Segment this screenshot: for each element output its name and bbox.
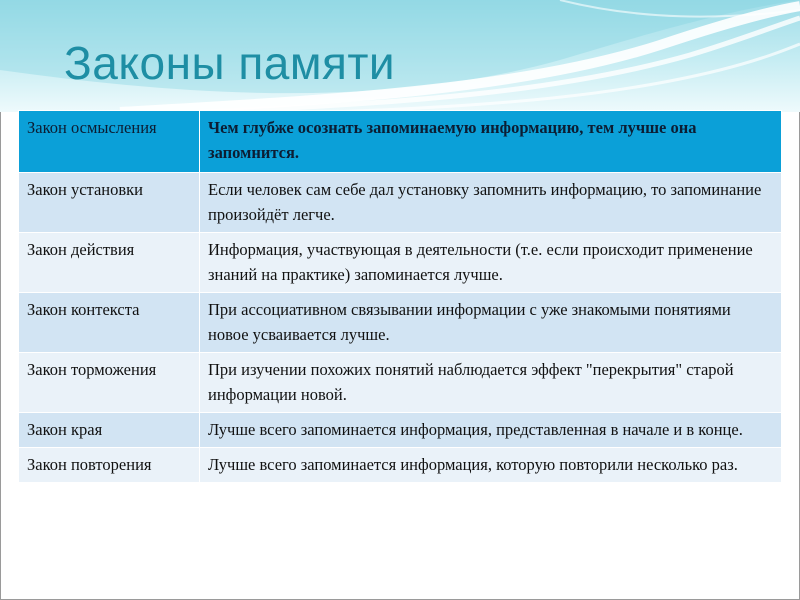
table-row — [19, 448, 782, 483]
law-description-cell: Лучше всего запоминается информация, представленная в начале и в конце. — [200, 413, 782, 448]
slide-title: Законы памяти — [64, 37, 396, 89]
table-header-row — [19, 111, 782, 173]
slide-header — [0, 0, 800, 112]
law-name-cell: Закон торможения — [19, 353, 200, 413]
table-row — [19, 293, 782, 353]
law-description-cell: Информация, участвующая в деятельности (т.е. если происходит применение знаний на практике) запоминается лучше. — [200, 233, 782, 293]
law-name-cell: Закон установки — [19, 173, 200, 233]
table-row — [19, 233, 782, 293]
law-name-cell: Закон края — [19, 413, 200, 448]
table-row — [19, 173, 782, 233]
law-description-cell: Если человек сам себе дал установку запомнить информацию, то запоминание произойдёт легче. — [200, 173, 782, 233]
table-row — [19, 413, 782, 448]
table-row — [19, 353, 782, 413]
law-description-cell: При изучении похожих понятий наблюдается эффект "перекрытия" старой информации новой. — [200, 353, 782, 413]
header-description-cell: Чем глубже осознать запоминаемую информацию, тем лучше она запомнится. — [200, 111, 782, 173]
law-description-cell: Лучше всего запоминается информация, которую повторили несколько раз. — [200, 448, 782, 483]
law-name-cell: Закон контекста — [19, 293, 200, 353]
law-name-cell: Закон действия — [19, 233, 200, 293]
laws-table — [18, 110, 782, 483]
law-name-cell: Закон повторения — [19, 448, 200, 483]
law-description-cell: При ассоциативном связывании информации с уже знакомыми понятиями новое усваивается лучше. — [200, 293, 782, 353]
header-law-cell: Закон осмысления — [19, 111, 200, 173]
